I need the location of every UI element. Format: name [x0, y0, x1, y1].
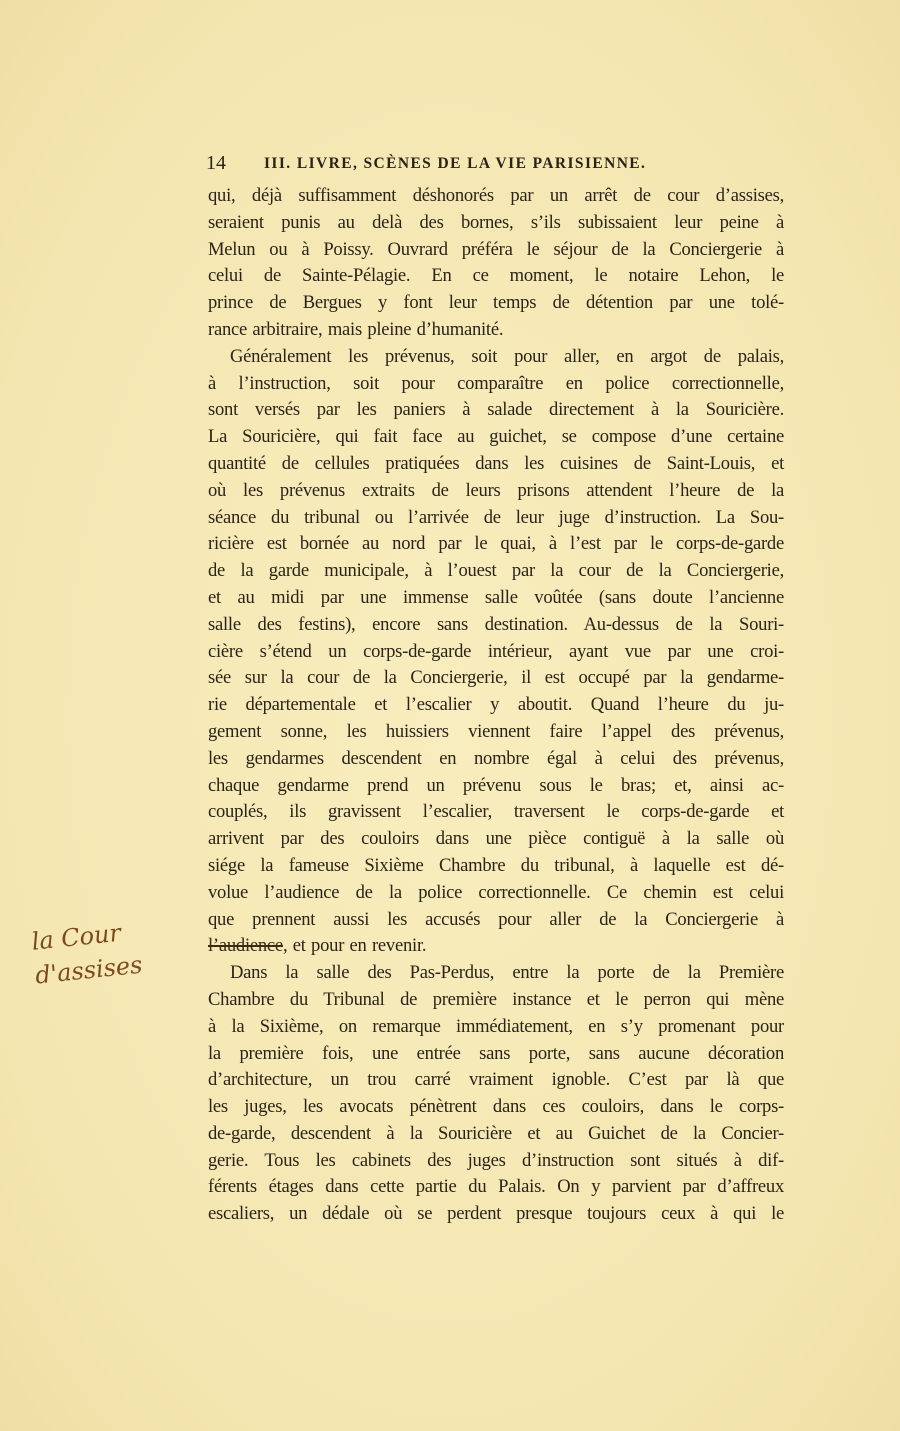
text-line: [208, 1067, 784, 1094]
handwritten-annotation: la Cour d'assises: [30, 918, 144, 990]
text-line: [208, 1174, 784, 1201]
line-text: ricière est bornée au nord par le quai, à l’est par le corps-de-garde: [208, 533, 784, 555]
text-line: [208, 585, 784, 612]
line-text: escaliers, un dédale où se perdent presque toujours ceux à qui le: [208, 1203, 784, 1225]
line-text: volue l’audience de la police correctionnelle. Ce chemin est celui: [208, 881, 784, 903]
line-text: Chambre du Tribunal de première instance et le perron qui mène: [208, 988, 784, 1010]
text-line: [208, 1121, 784, 1148]
text-line: [208, 692, 784, 719]
text-line: [208, 317, 784, 344]
line-text: et au midi par une immense salle voûtée (sans doute l’ancienne: [208, 586, 784, 608]
text-line: [208, 826, 784, 853]
text-line: [208, 263, 784, 290]
line-text: Généralement les prévenus, soit pour aller, en argot de palais,: [230, 345, 784, 367]
running-header: [206, 152, 786, 180]
line-text: que prennent aussi les accusés pour aller de la Conciergerie à: [208, 908, 784, 930]
text-line: [208, 960, 784, 987]
text-line: [208, 907, 784, 934]
line-text: prince de Bergues y font leur temps de détention par une tolé-: [208, 292, 784, 314]
text-line: [208, 773, 784, 800]
line-text: La Souricière, qui fait face au guichet, se compose d’une certaine: [208, 426, 784, 448]
text-line: [208, 210, 784, 237]
text-line: [208, 987, 784, 1014]
line-text: arrivent par des couloirs dans une pièce contiguë à la salle où: [208, 828, 784, 850]
line-text: de la garde municipale, à l’ouest par la cour de la Conciergerie,: [208, 560, 784, 582]
line-text: quantité de cellules pratiquées dans les cuisines de Saint-Louis, et: [208, 452, 784, 474]
text-line: [208, 880, 784, 907]
text-line: [208, 665, 784, 692]
line-text: couplés, ils gravissent l’escalier, traversent le corps-de-garde et: [208, 801, 784, 823]
line-text: cière s’étend un corps-de-garde intérieur, ayant vue par une croi-: [208, 640, 784, 662]
line-text: gement sonne, les huissiers viennent faire l’appel des prévenus,: [208, 720, 784, 742]
text-line: [208, 558, 784, 585]
line-text: chaque gendarme prend un prévenu sous le bras; et, ainsi ac-: [208, 774, 784, 796]
line-text: les juges, les avocats pénètrent dans ces couloirs, dans le corps-: [208, 1096, 784, 1118]
text-line: [208, 1041, 784, 1068]
page-number: 14: [206, 152, 226, 174]
text-line: [208, 933, 784, 960]
line-text: Melun ou à Poissy. Ouvrard préféra le séjour de la Conciergerie à: [208, 238, 784, 260]
text-line: [208, 1201, 784, 1228]
line-text: les gendarmes descendent en nombre égal à celui des prévenus,: [208, 747, 784, 769]
text-line: [208, 531, 784, 558]
line-text: salle des festins), encore sans destination. Au-dessus de la Souri-: [208, 613, 784, 635]
line-text: de-garde, descendent à la Souricière et au Guichet de la Concier-: [208, 1122, 784, 1144]
text-line: [208, 746, 784, 773]
line-text: rie départementale et l’escalier y aboutit. Quand l’heure du ju-: [208, 694, 784, 716]
text-line: [208, 612, 784, 639]
text-line: [208, 344, 784, 371]
line-text: celui de Sainte-Pélagie. En ce moment, le notaire Lehon, le: [208, 265, 784, 287]
text-line: [208, 397, 784, 424]
text-line: [208, 371, 784, 398]
line-text: , et pour en revenir.: [282, 935, 427, 957]
text-line: [208, 853, 784, 880]
running-title: III. LIVRE, SCÈNES DE LA VIE PARISIENNE.: [264, 155, 647, 172]
line-text: férents étages dans cette partie du Palais. On y parvient par d’affreux: [208, 1176, 784, 1198]
text-line: [208, 719, 784, 746]
line-text: Dans la salle des Pas-Perdus, entre la porte de la Première: [230, 962, 784, 984]
line-text: rance arbitraire, mais pleine d’humanité.: [208, 318, 504, 340]
text-line: [208, 183, 784, 210]
text-line: [208, 451, 784, 478]
text-line: [208, 237, 784, 264]
line-text: la première fois, une entrée sans porte, sans aucune décoration: [208, 1042, 784, 1064]
line-text: d’architecture, un trou carré vraiment ignoble. C’est par là que: [208, 1069, 784, 1091]
struck-word: l’audience: [208, 935, 283, 957]
text-line: [208, 639, 784, 666]
line-text: à l’instruction, soit pour comparaître en police correctionnelle,: [208, 372, 784, 394]
line-text: seraient punis au delà des bornes, s’ils subissaient leur peine à: [208, 211, 784, 233]
line-text: qui, déjà suffisamment déshonorés par un arrêt de cour d’assises,: [208, 185, 784, 206]
line-text: gerie. Tous les cabinets des juges d’instruction sont situés à dif-: [208, 1149, 784, 1171]
text-line: [208, 1014, 784, 1041]
text-line: [208, 799, 784, 826]
line-text: où les prévenus extraits de leurs prisons attendent l’heure de la: [208, 479, 784, 501]
text-line: [208, 1094, 784, 1121]
line-text: siége la fameuse Sixième Chambre du tribunal, à laquelle est dé-: [208, 854, 784, 876]
text-line: [208, 424, 784, 451]
line-text: séance du tribunal ou l’arrivée de leur juge d’instruction. La Sou-: [208, 506, 784, 528]
text-line: [208, 1148, 784, 1175]
line-text: sée sur la cour de la Conciergerie, il est occupé par la gendarme-: [208, 667, 784, 689]
line-text: à la Sixième, on remarque immédiatement, en s’y promenant pour: [208, 1015, 784, 1037]
text-line: [208, 290, 784, 317]
line-text: sont versés par les paniers à salade directement à la Souricière.: [208, 399, 784, 421]
text-line: [208, 505, 784, 532]
text-line: [208, 478, 784, 505]
body-text: [208, 183, 784, 1228]
